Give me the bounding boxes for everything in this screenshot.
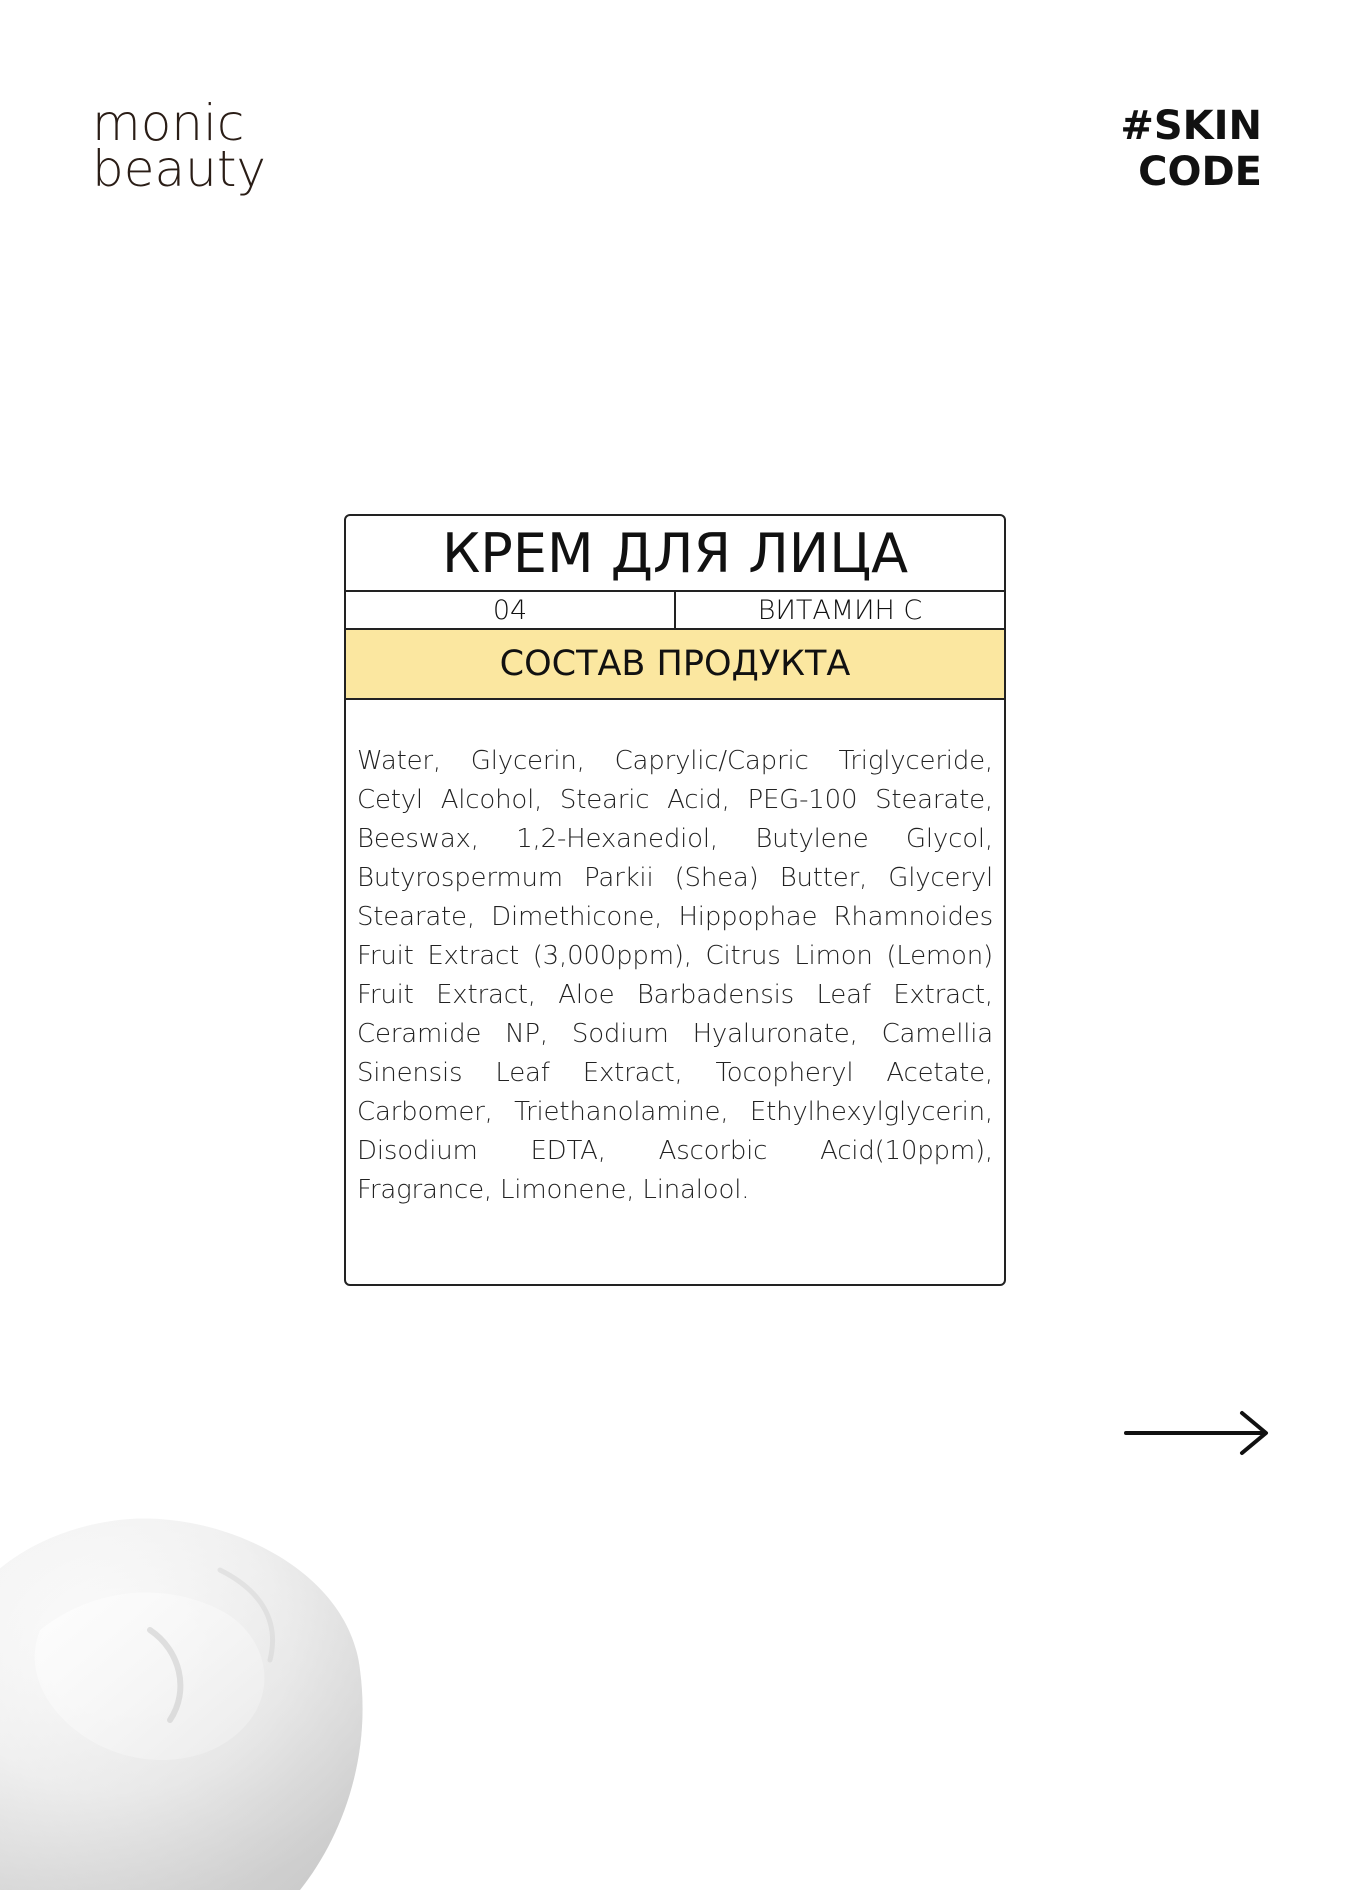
product-variant: ВИТАМИН С xyxy=(757,594,923,626)
brand-logo-line1: monic xyxy=(92,94,245,152)
section-title: СОСТАВ ПРОДУКТА xyxy=(346,630,1004,700)
product-title: КРЕМ ДЛЯ ЛИЦА xyxy=(346,516,1004,592)
hashtag-label xyxy=(1120,103,1262,195)
hashtag-line1: #SKIN xyxy=(1120,103,1262,149)
brand-logo-line2: beauty xyxy=(92,140,267,198)
ingredients-card xyxy=(344,514,1006,1286)
arrow-right-icon[interactable] xyxy=(1124,1410,1270,1456)
hashtag-line2: CODE xyxy=(1138,149,1262,195)
cream-swatch-image xyxy=(0,1470,440,1890)
product-meta-row xyxy=(346,592,1004,630)
brand-logo xyxy=(92,94,292,198)
ingredients-list: Water, Glycerin, Caprylic/Capric Triglyceride, Cetyl Alcohol, Stearic Acid, PEG-100 Stearate, Beeswax, 1,2-Hexanediol, Butylene Glycol, Butyrospermum Parkii (Shea) Butter, Glyceryl Stearate, Dimethicone, Hippophae Rhamnoides Fruit Extract (3,000ppm), Citrus Limon (Lemon) Fruit Extract, Aloe Barbadensis Leaf Extract, Ceramide NP, Sodium Hyaluronate, Camellia Sinensis Leaf Extract, Tocopheryl Acetate, Carbomer, Triethanolamine, Ethylhexylglycerin, Disodium EDTA, Ascorbic Acid(10ppm), Fragrance, Limonene, Linalool. xyxy=(357,746,993,1205)
product-number: 04 xyxy=(346,592,676,628)
